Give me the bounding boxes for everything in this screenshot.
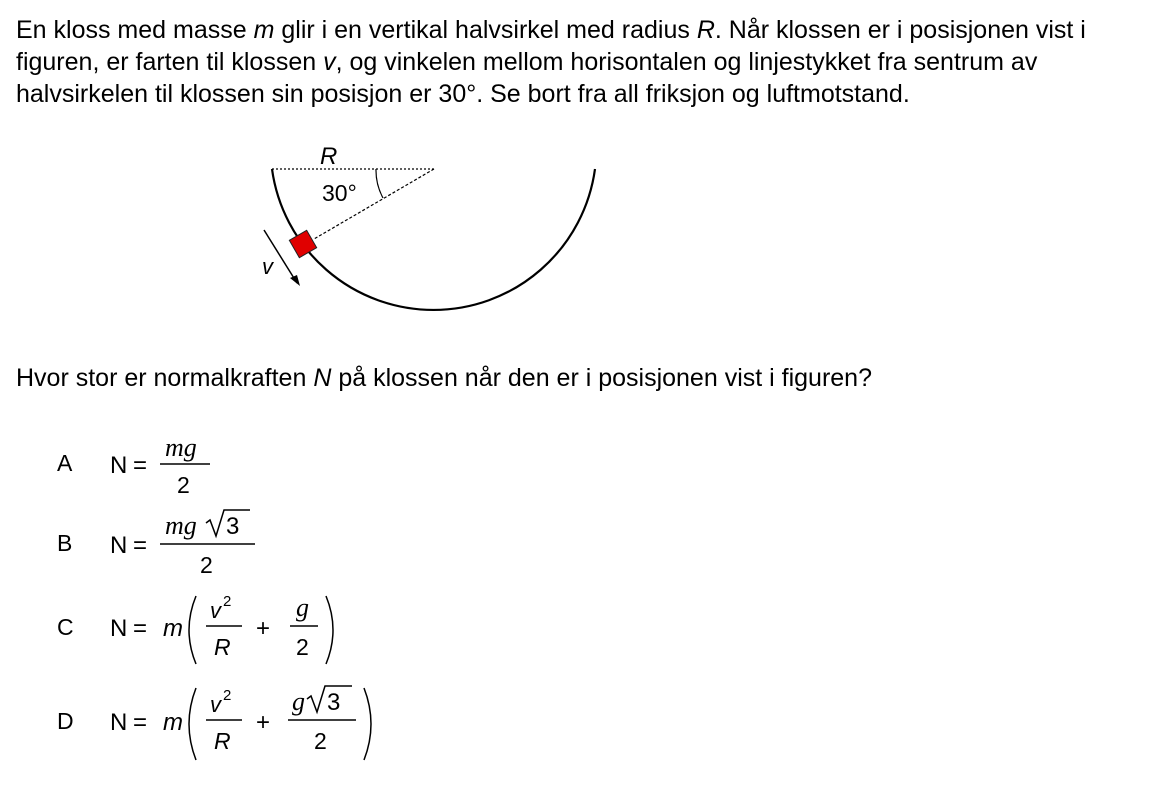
intro-text-4: , og vinkelen mellom horisontalen og linjestykket fra sentrum av halvsirkelen til klossen sin posisjon er	[16, 48, 1038, 108]
option-d-exponent: 2	[223, 687, 232, 704]
option-d-lhs: N	[110, 709, 128, 736]
velocity-arrow-head	[290, 275, 300, 286]
problem-statement	[16, 14, 1141, 110]
option-c-letter[interactable]: C	[57, 614, 74, 640]
intro-text-2: glir i en vertikal halvsirkel med radius	[274, 16, 697, 44]
intro-text-5: . Se bort fra all friksjon og luftmotstand.	[476, 80, 910, 108]
angle-arc	[376, 169, 383, 198]
option-c-equals: =	[133, 615, 148, 642]
option-d-sqrt-value: 3	[327, 689, 341, 716]
option-a-equals: =	[133, 452, 148, 479]
option-a-formula[interactable]	[100, 428, 240, 505]
question-part-2: på klossen når den er i posisjonen vist i figuren?	[331, 364, 872, 392]
block	[289, 230, 316, 257]
option-c-gravity: g	[296, 593, 309, 622]
option-d-equals: =	[133, 709, 148, 736]
intro-text-1: En kloss med masse	[16, 16, 254, 44]
option-c-plus: +	[256, 615, 271, 642]
option-c-lhs: N	[110, 615, 128, 642]
option-a-denominator: 2	[177, 472, 190, 498]
option-b-letter[interactable]: B	[57, 530, 73, 556]
velocity-label: v	[262, 254, 273, 279]
velocity-symbol: v	[323, 48, 336, 76]
option-d-formula[interactable]	[100, 680, 400, 769]
option-c-formula[interactable]	[100, 588, 360, 673]
option-c-velocity: v	[210, 598, 221, 623]
question-part-1: Hvor stor er normalkraften	[16, 364, 314, 392]
intro-text-3: . Når klossen er i posisjonen vist i figuren, er farten til klossen	[16, 16, 1086, 76]
semicircle-diagram	[240, 138, 620, 338]
option-a-letter[interactable]: A	[57, 450, 73, 476]
question-text	[16, 362, 872, 394]
option-d-letter[interactable]: D	[57, 708, 74, 734]
option-d-mass: m	[163, 709, 183, 736]
option-c-radius: R	[214, 634, 231, 660]
option-c-denominator: 2	[296, 634, 309, 660]
radius-label: R	[320, 143, 338, 170]
option-b-sqrt-value: 3	[226, 513, 240, 540]
option-b-numerator: mg	[165, 511, 197, 540]
option-c-exponent: 2	[223, 593, 232, 610]
option-d-plus: +	[256, 709, 271, 736]
angle-value: 30°	[438, 80, 477, 108]
radius-symbol: R	[696, 16, 715, 44]
option-d-denominator: 2	[314, 728, 327, 754]
option-d-left-paren	[189, 688, 196, 760]
option-d-radius: R	[214, 728, 231, 754]
option-d-right-paren	[364, 688, 371, 760]
option-d-velocity: v	[210, 692, 221, 717]
option-b-denominator: 2	[200, 552, 213, 578]
option-b-lhs: N	[110, 532, 128, 559]
normal-force-symbol: N	[313, 364, 332, 392]
semicircle-figure	[240, 138, 620, 343]
option-a-numerator: mg	[165, 433, 197, 462]
angle-label: 30°	[322, 180, 357, 206]
mass-symbol: m	[253, 16, 275, 44]
option-d-gravity: g	[292, 687, 305, 716]
option-b-equals: =	[133, 532, 148, 559]
option-a-lhs: N	[110, 452, 128, 479]
option-b-formula[interactable]	[100, 506, 280, 587]
option-c-mass: m	[163, 615, 183, 642]
option-c-right-paren	[326, 596, 333, 664]
option-c-left-paren	[189, 596, 196, 664]
semicircle-arc	[272, 169, 595, 310]
